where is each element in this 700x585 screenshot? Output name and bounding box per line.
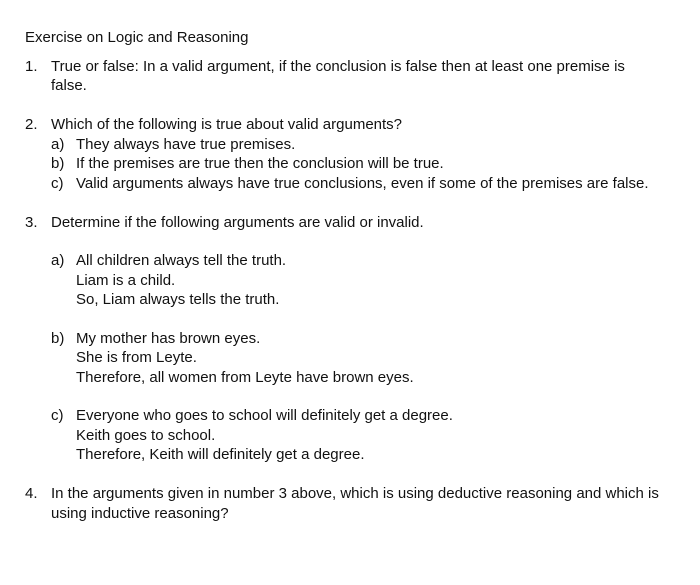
argument-label: a): [51, 252, 65, 269]
option-b: [51, 154, 660, 174]
argument-line: My mother has brown eyes.: [76, 329, 261, 347]
question-1: [25, 57, 660, 96]
argument-label: c): [51, 407, 64, 424]
option-label: c): [51, 174, 64, 192]
question-4: [25, 484, 660, 523]
option-a: [51, 135, 660, 155]
option-text: They always have true premises.: [76, 135, 296, 153]
option-c: [51, 174, 660, 194]
question-number: 2.: [25, 116, 38, 133]
option-label: b): [51, 155, 65, 172]
question-number: 4.: [25, 485, 38, 502]
question-number: 3.: [25, 213, 38, 231]
option-text: If the premises are true then the conclusion will be true.: [76, 155, 444, 172]
argument-line: Therefore, all women from Leyte have brown eyes.: [76, 368, 414, 386]
option-label: a): [51, 135, 65, 153]
argument-line: Keith goes to school.: [76, 426, 216, 444]
argument-line: So, Liam always tells the truth.: [76, 291, 280, 308]
argument-line: All children always tell the truth.: [76, 252, 287, 269]
question-2: [25, 115, 660, 193]
question-3: [25, 213, 660, 465]
argument-b: [51, 329, 660, 388]
question-text: True or false: In a valid argument, if the conclusion is false then at least one premise is false.: [51, 57, 625, 94]
argument-line: She is from Leyte.: [76, 349, 197, 366]
question-text: Determine if the following arguments are valid or invalid.: [51, 213, 424, 231]
question-text: Which of the following is true about valid arguments?: [51, 116, 403, 133]
question-text: In the arguments given in number 3 above, which is using deductive reasoning and which is using inductive reasoning?: [51, 485, 659, 522]
argument-line: Liam is a child.: [76, 271, 176, 289]
argument-c: [51, 406, 660, 465]
argument-line: Therefore, Keith will definitely get a degree.: [76, 446, 365, 463]
option-text: Valid arguments always have true conclusions, even if some of the premises are false.: [76, 174, 649, 192]
argument-line: Everyone who goes to school will definitely get a degree.: [76, 407, 453, 424]
worksheet-title: Exercise on Logic and Reasoning: [25, 29, 249, 46]
question-number: 1.: [25, 57, 38, 75]
argument-label: b): [51, 329, 65, 347]
argument-a: [51, 251, 660, 310]
